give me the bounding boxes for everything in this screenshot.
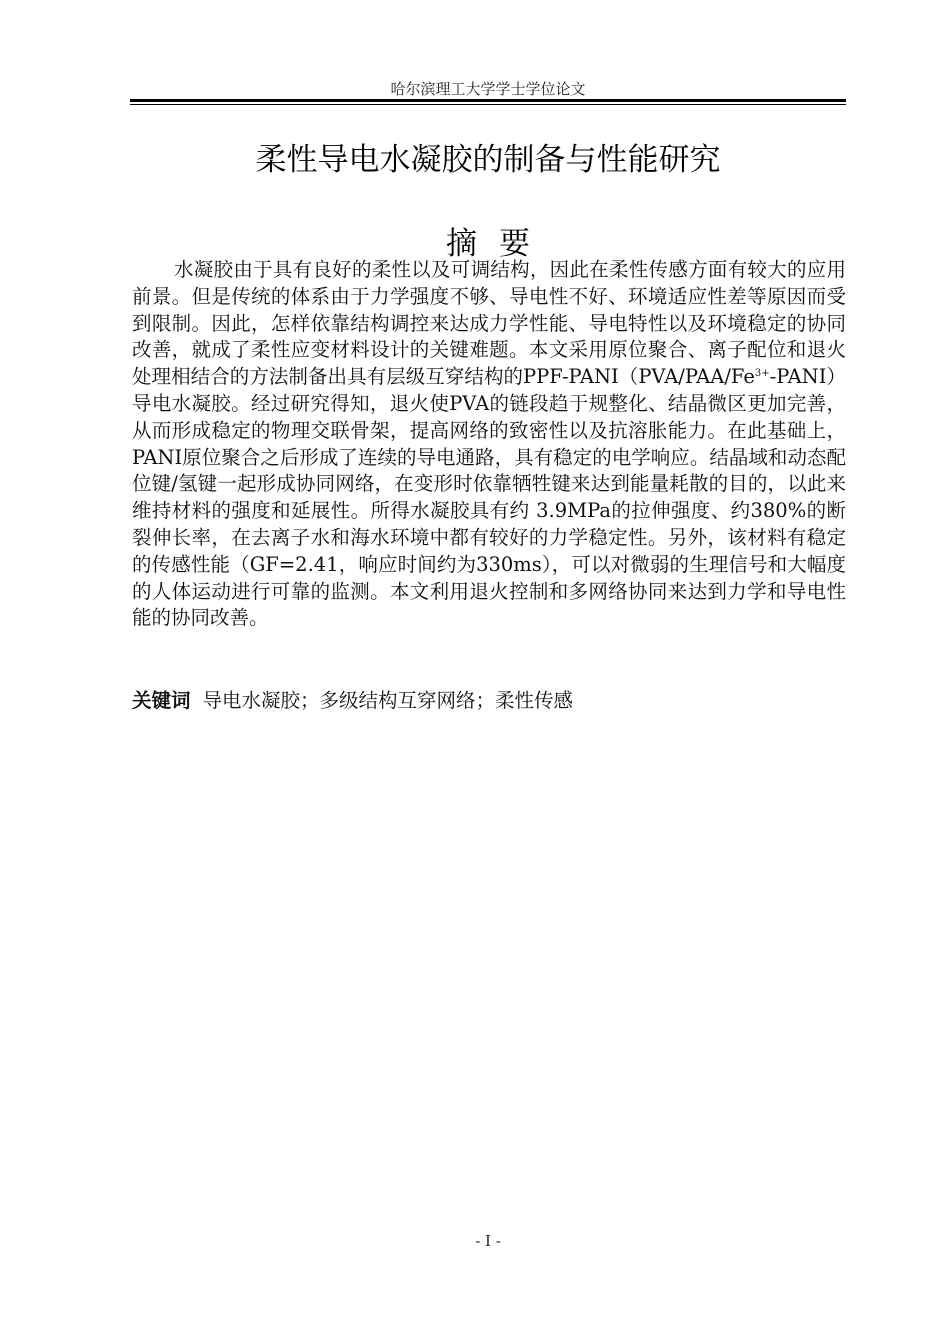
abstract-heading: 摘要 [446,226,552,262]
header-rule-thin [130,104,846,105]
keywords-label: 关键词 [132,689,191,712]
thesis-title: 柔性导电水凝胶的制备与性能研究 [255,142,721,178]
keywords-line [132,685,846,713]
keywords-value: 导电水凝胶；多级结构互穿网络；柔性传感 [202,689,574,712]
header-rule-thick [130,99,846,102]
abstract-superscript: 3+ [754,368,770,380]
abstract-text-part1: 水凝胶由于具有良好的柔性以及可调结构，因此在柔性传感方面有较大的应用前景。但是传统的体系由于力学强度不够、导电性不好、环境适应性差等原因而受到限制。因此，怎样依靠结构调控来达成力学性能、导电特性以及环境稳定的协同改善，就成了柔性应变材料设计的关键难题。本文采用原位聚合、离子配位和退火处理相结合的方法制备出具有层级互穿结构的PPF-PANI（PVA/PAA/Fe [132,258,846,389]
running-header: 哈尔滨理工大学学士学位论文 [390,80,586,98]
abstract-body [132,257,846,632]
abstract-text-part2: -PANI）导电水凝胶。经过研究得知，退火使PVA的链段趋于规整化、结晶微区更加完善，从而形成稳定的物理交联骨架，提高网络的致密性以及抗溶胀能力。在此基础上， PANI原位聚合之后形成了连续的导电通路，具有稳定的电学响应。结晶域和动态配位键/氢键一起形成协同网络，在变形时依靠牺牲键来达到能量耗散的目的，以此来维持材料的强度和延展性。所得水凝胶具有约 3.9MPa的拉伸强度、约380%的断裂伸长率，在去离子水和海水环境中都有较好的力学稳定性。另外，该材料有稳定的传感性能（GF=2.41，响应时间约为330ms），可以对微弱的生理信号和大幅度的人体运动进行可靠的监测。本文利用退火控制和多网络协同来达到力学和导电性能的协同改善。 [132,365,846,630]
page-number: - I - [475,1232,501,1250]
